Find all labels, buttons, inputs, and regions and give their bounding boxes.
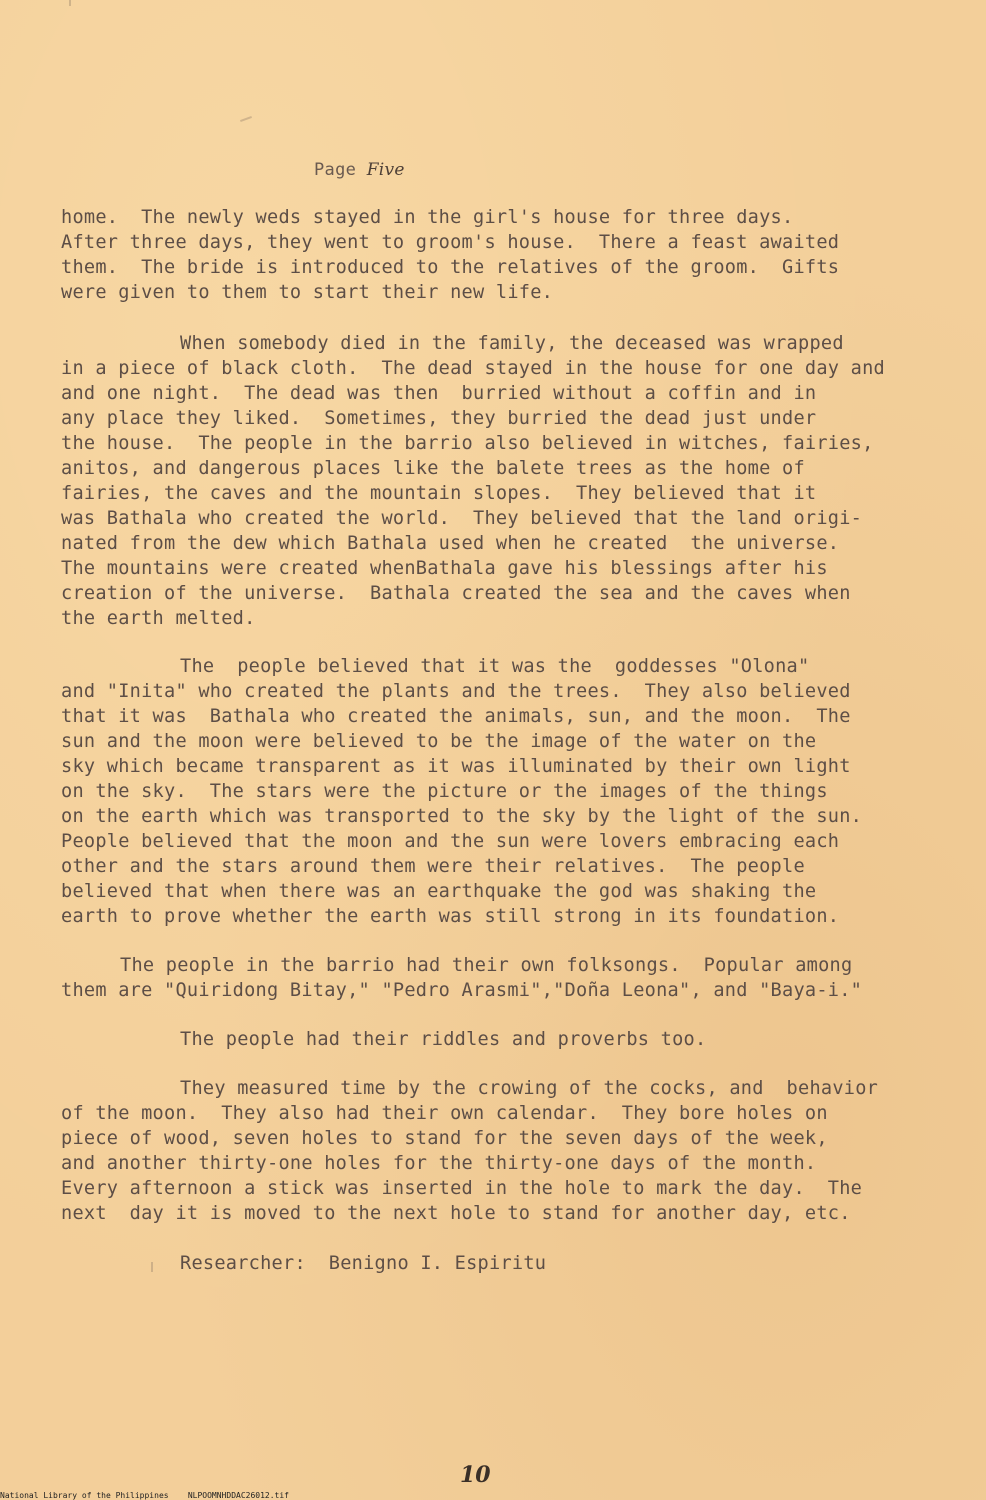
text-line: nated from the dew which Bathala used when he created the universe. [61, 533, 840, 554]
text-line: and one night. The dead was then burried without a coffin and in [61, 383, 817, 404]
text-line: creation of the universe. Bathala created the sea and the caves when [61, 583, 851, 604]
text-line: piece of wood, seven holes to stand for the seven days of the week, [61, 1128, 828, 1149]
text-line: home. The newly weds stayed in the girl's house for three days. [61, 207, 794, 228]
text-line: in a piece of black cloth. The dead stayed in the house for one day and [61, 358, 885, 379]
text-line: next day it is moved to the next hole to stand for another day, etc. [61, 1203, 851, 1224]
text-line: were given to them to start their new life. [61, 282, 554, 303]
text-line: of the moon. They also had their own calendar. They bore holes on [61, 1103, 828, 1124]
text-line: After three days, they went to groom's house. There a feast awaited [61, 232, 840, 253]
header-handwritten-number: Five [366, 160, 405, 180]
header-prefix: Page [314, 160, 367, 180]
text-line: earth to prove whether the earth was still strong in its foundation. [61, 906, 840, 927]
text-line: The people in the barrio had their own folksongs. Popular among [120, 955, 853, 976]
page-header [314, 160, 405, 180]
text-line: anitos, and dangerous places like the balete trees as the home of [61, 458, 805, 479]
text-line: on the earth which was transported to the sky by the light of the sun. [61, 806, 863, 827]
researcher-signature-line: Researcher: Benigno I. Espiritu [180, 1253, 547, 1274]
paper-mark [151, 1262, 153, 1272]
text-line: them. The bride is introduced to the relatives of the groom. Gifts [61, 257, 840, 278]
text-line: People believed that the moon and the sun were lovers embracing each [61, 831, 840, 852]
text-line: believed that when there was an earthquake the god was shaking the [61, 881, 817, 902]
text-line: and "Inita" who created the plants and the trees. They also believed [61, 681, 851, 702]
page-number: 10 [460, 1462, 491, 1488]
archive-caption: National Library of the Philippines NLPOOMNHDDAC26012.tif [0, 1491, 289, 1500]
text-line: them are "Quiridong Bitay," "Pedro Arasmi","Doña Leona", and "Baya-i." [61, 980, 863, 1001]
text-line: on the sky. The stars were the picture or the images of the things [61, 781, 828, 802]
text-line: The mountains were created whenBathala gave his blessings after his [61, 558, 828, 579]
text-line: The people believed that it was the goddesses "Olona" [180, 656, 810, 677]
text-line: When somebody died in the family, the deceased was wrapped [180, 333, 844, 354]
text-line: was Bathala who created the world. They believed that the land origi- [61, 508, 863, 529]
text-line: The people had their riddles and proverbs too. [180, 1029, 707, 1050]
text-line: They measured time by the crowing of the cocks, and behavior [180, 1078, 879, 1099]
text-line: and another thirty-one holes for the thirty-one days of the month. [61, 1153, 817, 1174]
text-line: sky which became transparent as it was illuminated by their own light [61, 756, 851, 777]
paper-mark [240, 116, 252, 122]
text-line: sun and the moon were believed to be the image of the water on the [61, 731, 817, 752]
text-line: the earth melted. [61, 608, 256, 629]
text-line: Every afternoon a stick was inserted in the hole to mark the day. The [61, 1178, 863, 1199]
text-line: other and the stars around them were their relatives. The people [61, 856, 805, 877]
paper-mark [69, 0, 71, 6]
text-line: fairies, the caves and the mountain slopes. They believed that it [61, 483, 817, 504]
text-line: any place they liked. Sometimes, they burried the dead just under [61, 408, 817, 429]
text-line: the house. The people in the barrio also believed in witches, fairies, [61, 433, 874, 454]
text-line: that it was Bathala who created the animals, sun, and the moon. The [61, 706, 851, 727]
